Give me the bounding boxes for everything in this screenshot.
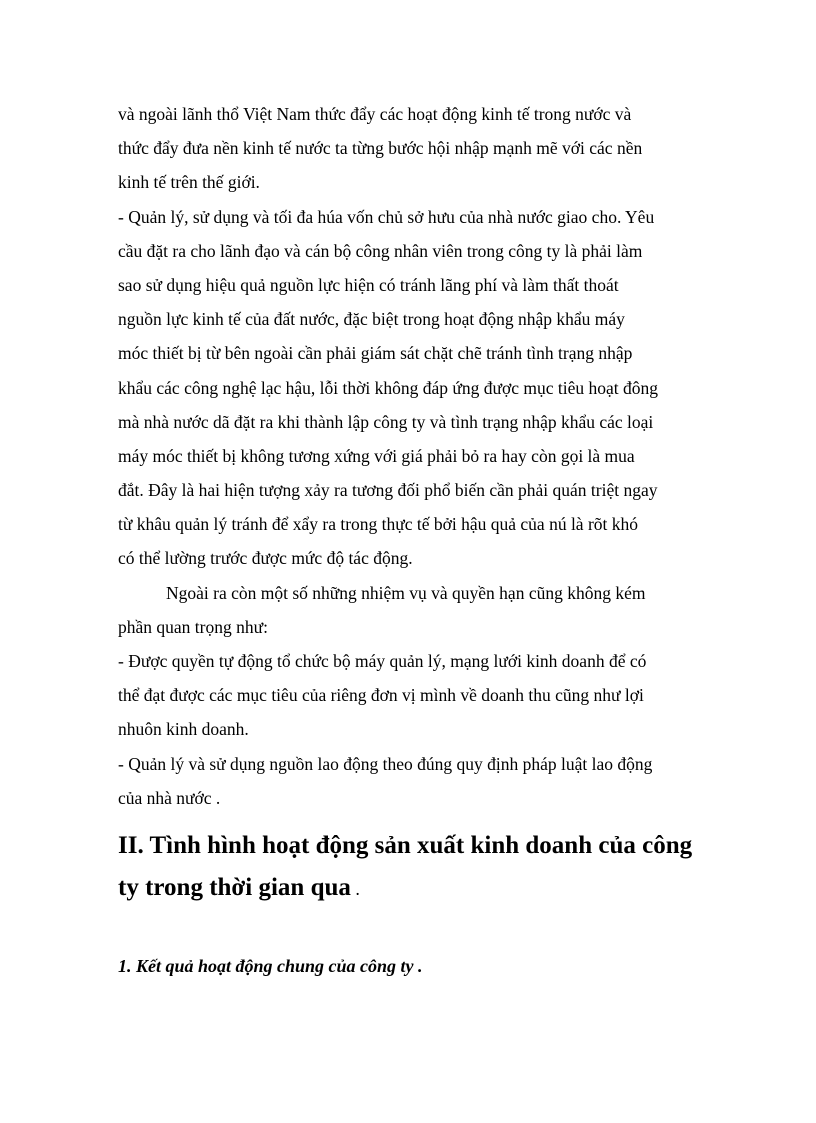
text-line: móc thiết bị từ bên ngoài cần phải giám sát chặt chẽ tránh tình trạng nhập: [118, 343, 633, 364]
document-page: [118, 97, 698, 978]
section-heading-line: [118, 867, 698, 910]
subsection-heading: 1. Kết quả hoạt động chung của công ty .: [118, 955, 423, 976]
text-line: khẩu các công nghệ lạc hậu, lỗi thời không đáp ứng được mục tiêu hoạt đông: [118, 377, 658, 398]
body-text: [118, 97, 698, 815]
text-line: mà nhà nước dã đặt ra khi thành lập công ty và tình trạng nhập khẩu các loại: [118, 411, 654, 432]
text-line: nguồn lực kinh tế của đất nước, đặc biệt trong hoạt động nhập khẩu máy: [118, 309, 625, 330]
text-line: kinh tế trên thế giới.: [118, 172, 260, 193]
text-line: thức đẩy đưa nền kinh tế nước ta từng bước hội nhập mạnh mẽ với các nền: [118, 138, 643, 159]
text-line: - Quản lý, sử dụng và tối đa húa vốn chủ sở hưu của nhà nước giao cho. Yêu: [118, 206, 655, 227]
text-line: Ngoài ra còn một số những nhiệm vụ và quyền hạn cũng không kém: [166, 582, 646, 603]
text-line: sao sử dụng hiệu quả nguồn lực hiện có tránh lãng phí và làm thất thoát: [118, 274, 619, 295]
section-heading: [118, 825, 698, 910]
section-heading-trail: .: [350, 878, 360, 899]
text-line: thể đạt được các mục tiêu của riêng đơn vị mình về doanh thu cũng như lợi: [118, 685, 644, 706]
text-line: có thể lường trước được mức độ tác động.: [118, 548, 413, 569]
text-line: đắt. Đây là hai hiện tượng xảy ra tương đối phổ biến cần phải quán triệt ngay: [118, 480, 658, 501]
section-heading-line: II. Tình hình hoạt động sản xuất kinh doanh của công: [118, 831, 693, 859]
text-line: từ khâu quản lý tránh để xẩy ra trong thực tế bởi hậu quả của nú là rõt khó: [118, 514, 639, 535]
text-line: nhuôn kinh doanh.: [118, 719, 249, 740]
section-heading-text: ty trong thời gian qua: [118, 873, 351, 901]
text-line: - Quản lý và sử dụng nguồn lao động theo đúng quy định pháp luật lao động: [118, 753, 653, 774]
text-line: và ngoài lãnh thổ Việt Nam thức đẩy các hoạt động kinh tế trong nước và: [118, 104, 632, 124]
text-line: của nhà nước .: [118, 787, 221, 808]
text-line: cầu đặt ra cho lãnh đạo và cán bộ công nhân viên trong công ty là phải làm: [118, 240, 643, 261]
text-line: - Được quyền tự động tổ chức bộ máy quản lý, mạng lưới kinh doanh để có: [118, 651, 647, 671]
text-line: máy móc thiết bị không tương xứng với giá phải bỏ ra hay còn gọi là mua: [118, 445, 635, 466]
text-line: phần quan trọng như:: [118, 616, 268, 637]
